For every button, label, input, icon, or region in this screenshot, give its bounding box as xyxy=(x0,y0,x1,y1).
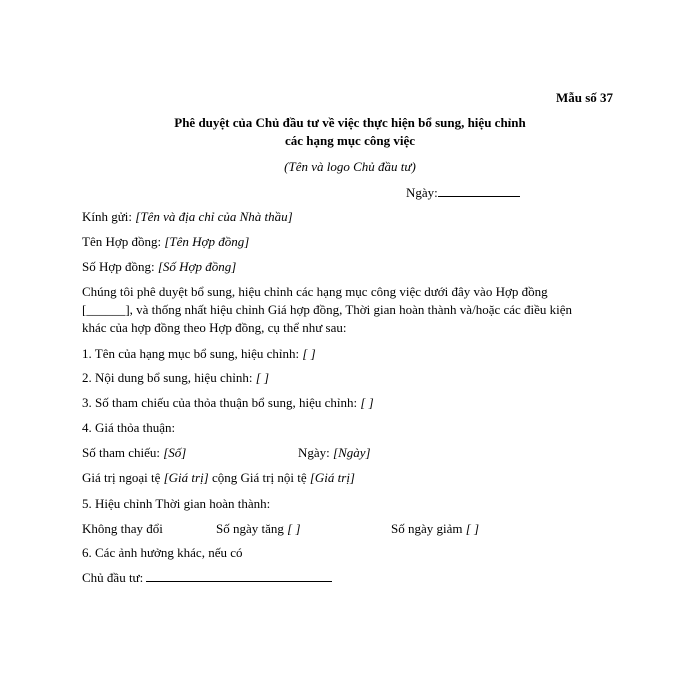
intro-line-1: Chúng tôi phê duyệt bổ sung, hiệu chỉnh các hạng mục công việc dưới đây vào Hợp đồng xyxy=(82,284,548,299)
item-4-ref-value: [Số] xyxy=(163,445,187,460)
investor-label: Chủ đầu tư: xyxy=(82,570,144,585)
item-1 xyxy=(82,346,316,362)
recipient-label: Kính gửi: xyxy=(82,209,133,224)
item-1-label: 1. Tên của hạng mục bổ sung, hiệu chỉnh: xyxy=(82,346,300,361)
item-6-label: 6. Các ảnh hưởng khác, nếu có xyxy=(82,545,243,560)
contract-number-value: [Số Hợp đồng] xyxy=(157,259,237,274)
item-2-value: [ ] xyxy=(255,370,270,385)
item-5-no-change: Không thay đổi xyxy=(82,521,163,536)
item-2-label: 2. Nội dung bổ sung, hiệu chỉnh: xyxy=(82,370,253,385)
investor-signature-line xyxy=(82,570,332,586)
date-label: Ngày: xyxy=(406,185,438,200)
intro-line-3: khác của hợp đồng theo Hợp đồng, cụ thể như sau: xyxy=(82,320,347,335)
intro-line-2: [______], và thống nhất hiệu chỉnh Giá hợp đồng, Thời gian hoàn thành và/hoặc các điều kiện xyxy=(82,302,573,317)
item-5-label: 5. Hiệu chỉnh Thời gian hoàn thành: xyxy=(82,496,271,511)
item-5-increase-value: [ ] xyxy=(287,521,301,536)
item-5-decrease-value: [ ] xyxy=(465,521,480,536)
item-5-increase-label: Số ngày tăng xyxy=(216,521,284,536)
item-4-label: 4. Giá thỏa thuận: xyxy=(82,420,176,435)
item-3-value: [ ] xyxy=(360,395,374,410)
item-5-decrease xyxy=(391,521,479,537)
item-1-value: [ ] xyxy=(302,346,316,361)
item-5-decrease-label: Số ngày giảm xyxy=(391,521,463,536)
contract-number-line xyxy=(82,259,236,275)
title-line-1: Phê duyệt của Chủ đầu tư về việc thực hiện bổ sung, hiệu chỉnh xyxy=(174,115,526,130)
date-field xyxy=(406,185,520,201)
contract-number-label: Số Hợp đồng: xyxy=(82,259,155,274)
recipient-value: [Tên và địa chỉ của Nhà thầu] xyxy=(135,209,293,224)
date-blank xyxy=(438,185,520,197)
item-4-local-value: [Giá trị] xyxy=(309,470,355,485)
form-number: Mẫu số 37 xyxy=(556,90,614,105)
investor-signature-blank xyxy=(146,570,332,582)
contract-name-value: [Tên Hợp đồng] xyxy=(164,234,250,249)
item-3-label: 3. Số tham chiếu của thỏa thuận bổ sung, hiệu chỉnh: xyxy=(82,395,358,410)
item-4-date xyxy=(298,445,371,461)
contract-name-label: Tên Hợp đồng: xyxy=(82,234,162,249)
item-4-value-line xyxy=(82,470,355,486)
item-4-foreign-label: Giá trị ngoại tệ xyxy=(82,470,161,485)
item-4-plus-label: cộng Giá trị nội tệ xyxy=(212,470,307,485)
item-4-ref-label: Số tham chiếu: xyxy=(82,445,160,460)
item-4-foreign-value: [Giá trị] xyxy=(163,470,209,485)
title-line-2: các hạng mục công việc xyxy=(285,133,415,148)
item-3 xyxy=(82,395,374,411)
item-4-date-value: [Ngày] xyxy=(333,445,371,460)
item-4-date-label: Ngày: xyxy=(298,445,330,460)
item-5-increase xyxy=(216,521,301,537)
recipient-line xyxy=(82,209,293,225)
subtitle: (Tên và logo Chủ đầu tư) xyxy=(284,159,416,174)
item-4-ref xyxy=(82,445,186,461)
item-2 xyxy=(82,370,269,386)
contract-name-line xyxy=(82,234,249,250)
